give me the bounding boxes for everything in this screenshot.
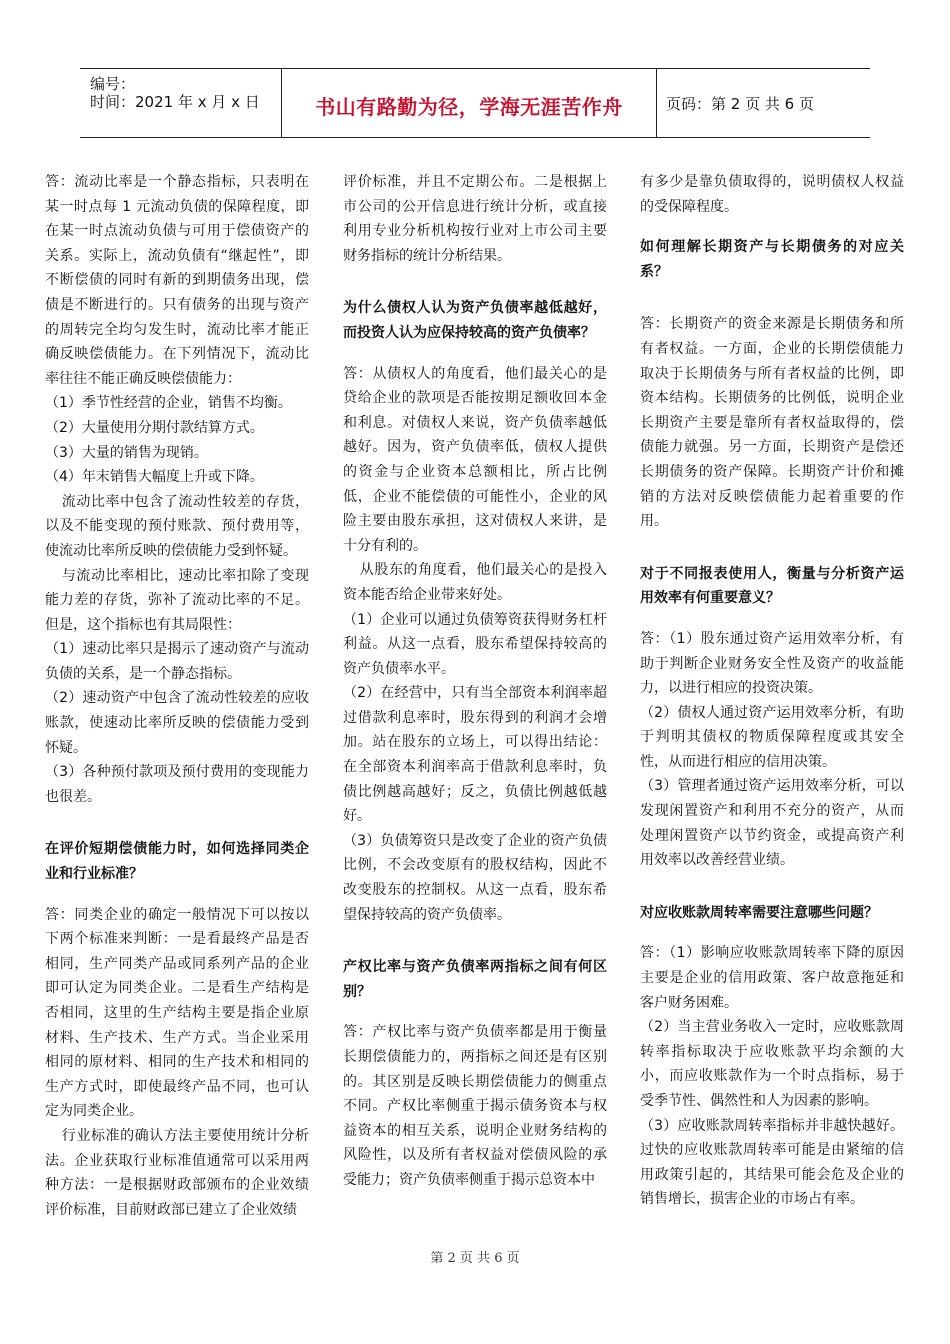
paragraph: 有多少是靠负债取得的，说明债权人权益的受保障程度。 (640, 174, 904, 215)
list-item: （4）年末销售大幅度上升或下降。 (45, 469, 264, 486)
question-heading: 为什么债权人认为资产负债率越低越好，而投资人认为应保持较高的资产负债率？ (343, 300, 607, 341)
question-heading: 产权比率与资产负债率两指标之间有何区别？ (343, 959, 607, 1000)
list-item: （2）债权人通过资产运用效率分析，有助于判明其债权的物质保障程度或其安全性，从而进行相应的信用决策。 (640, 704, 904, 770)
page-number-label: 页码：第 2 页 共 6 页 (666, 95, 814, 113)
paragraph: 答：产权比率与资产负债率都是用于衡量长期偿债能力的，两指标之间还是有区别的。其区别是反映长期偿债能力的侧重点不同。产权比率侧重于揭示债务资本与权益资本的相互关系，说明企业财务结构的风险性，以及所有者权益对偿债风险的承受能力；资产负债率侧重于揭示总资本中 (343, 1024, 607, 1188)
question-heading: 如何理解长期资产与长期债务的对应关系？ (640, 239, 904, 280)
paragraph: 从股东的角度看，他们最关心的是投入资本能否给企业带来好处。 (343, 562, 607, 603)
motto: 书山有路勤为径，学海无涯苦作舟 (315, 95, 623, 119)
paragraph: 答：长期资产的资金来源是长期债务和所有者权益。一方面，企业的长期偿债能力取决于长期债务与所有者权益的比例，即资本结构。长期债务的比例低，说明企业长期资产主要是靠所有者权益取得的，偿债能力就强。另一方面，长期资产是偿还长期债务的资产保障。长期资产计价和摊销的方法对反映偿债能力起着重要的作用。 (640, 316, 904, 530)
document-date: 时间：2021 年 x 月 x 日 (90, 93, 260, 111)
list-item: （2）大量使用分期付款结算方式。 (45, 419, 264, 436)
paragraph: 答：从债权人的角度看，他们最关心的是贷给企业的款项是否能按期足额收回本金和利息。对债权人来说，资产负债率越低越好。因为，资产负债率低，债权人提供的资金与企业资本总额相比，所占比例低，企业不能偿债的可能性小，企业的风险主要由股东承担，这对债权人来讲，是十分有利的。 (343, 365, 607, 554)
question-heading: 对于不同报表使用人，衡量与分析资产运用效率有何重要意义？ (640, 565, 904, 607)
paragraph: 答：（1）股东通过资产运用效率分析，有助于判断企业财务安全性及资产的收益能力，以进行相应的投资决策。 (640, 630, 904, 697)
document-number: 编号： (90, 75, 136, 93)
header-info-cell (80, 69, 281, 137)
paragraph: 答：（1）影响应收账款周转率下降的原因主要是企业的信用政策、客户故意拖延和客户财务困难。 (640, 945, 904, 1011)
question-heading: 在评价短期偿债能力时，如何选择同类企业和行业标准？ (45, 841, 309, 883)
list-item: （1）企业可以通过负债筹资获得财务杠杆利益。从这一点看，股东希望保持较高的资产负债率水平。 (343, 611, 607, 677)
paragraph: 评价标准，并且不定期公布。二是根据上市公司的公开信息进行统计分析，或直接利用专业分析机构按行业对上市公司主要财务指标的统计分析结果。 (343, 174, 607, 264)
question-heading: 对应收账款周转率需要注意哪些问题？ (640, 904, 878, 921)
list-item: （3）负债筹资只是改变了企业的资产负债比例，不会改变原有的股权结构，因此不改变股东的控制权。从这一点看，股东希望保持较高的资产负债率。 (343, 832, 607, 923)
list-item: （3）各种预付款项及预付费用的变现能力也很差。 (45, 764, 309, 805)
list-item: （3）管理者通过资产运用效率分析，可以发现闲置资产和利用不充分的资产，从而处理闲置资产以节约资金，或提高资产利用效率以改善经营业绩。 (640, 778, 904, 869)
paragraph: 与流动比率相比，速动比率扣除了变现能力差的存货，弥补了流动比率的不足。但是，这个指标也有其局限性： (45, 567, 309, 633)
list-item: （2）速动资产中包含了流动性较差的应收账款，使速动比率所反映的偿债能力受到怀疑。 (45, 690, 309, 756)
paragraph: 行业标准的确认方法主要使用统计分析法。企业获取行业标准值通常可以采用两种方法：一是根据财政部颁布的企业效绩评价标准，目前财政部已建立了企业效绩 (45, 1127, 309, 1218)
list-item: （1）速动比率只是揭示了速动资产与流动负债的关系，是一个静态指标。 (45, 641, 309, 682)
column-3 (640, 170, 904, 1212)
page-footer: 第 2 页 共 6 页 (430, 1251, 520, 1266)
header-table (80, 68, 870, 138)
column-1 (45, 170, 309, 1222)
header-page-cell (656, 69, 870, 137)
list-item: （2）当主营业务收入一定时，应收账款周转率指标取决于应收账款平均余额的大小，而应收账款作为一个时点指标，易于受季节性、偶然性和人为因素的影响。 (640, 1019, 904, 1109)
list-item: （3）应收账款周转率指标并非越快越好。过快的应收账款周转率可能是由紧缩的信用政策引起的，其结果可能会危及企业的销售增长，损害企业的市场占有率。 (640, 1117, 904, 1208)
header-motto-cell (281, 69, 657, 137)
paragraph: 流动比率中包含了流动性较差的存货，以及不能变现的预付账款、预付费用等，使流动比率所反映的偿债能力受到怀疑。 (45, 493, 309, 559)
column-2 (343, 170, 607, 1193)
paragraph: 答：同类企业的确定一般情况下可以按以下两个标准来判断：一是看最终产品是否相同，生产同类产品或同系列产品的企业即可认定为同类企业。二是看生产结构是否相同，这里的生产结构主要是指企业原材料、生产技术、生产方式。当企业采用相同的原材料、相同的生产技术和相同的生产方式时，即使最终产品不同，也可认定为同类企业。 (45, 906, 309, 1120)
list-item: （1）季节性经营的企业，销售不均衡。 (45, 395, 292, 412)
list-item: （2）在经营中，只有当全部资本利润率超过借款利息率时，股东得到的利润才会增加。站在股东的立场上，可以得出结论：在全部资本利润率高于借款利息率时，负债比例越高越好；反之，负债比例越低越好。 (343, 685, 607, 825)
paragraph: 答：流动比率是一个静态指标，只表明在某一时点每 1 元流动负债的保障程度，即在某一时点流动负债与可用于偿债资产的关系。实际上，流动负债有“继起性”，即不断偿债的同时有新的到期债务出现，偿债是不断进行的。只有债务的出现与资产的周转完全均匀发生时，流动比率才能正确反映偿债能力。在下列情况下，流动比率往往不能正确反映偿债能力： (45, 174, 309, 387)
list-item: （3）大量的销售为现销。 (45, 444, 208, 461)
